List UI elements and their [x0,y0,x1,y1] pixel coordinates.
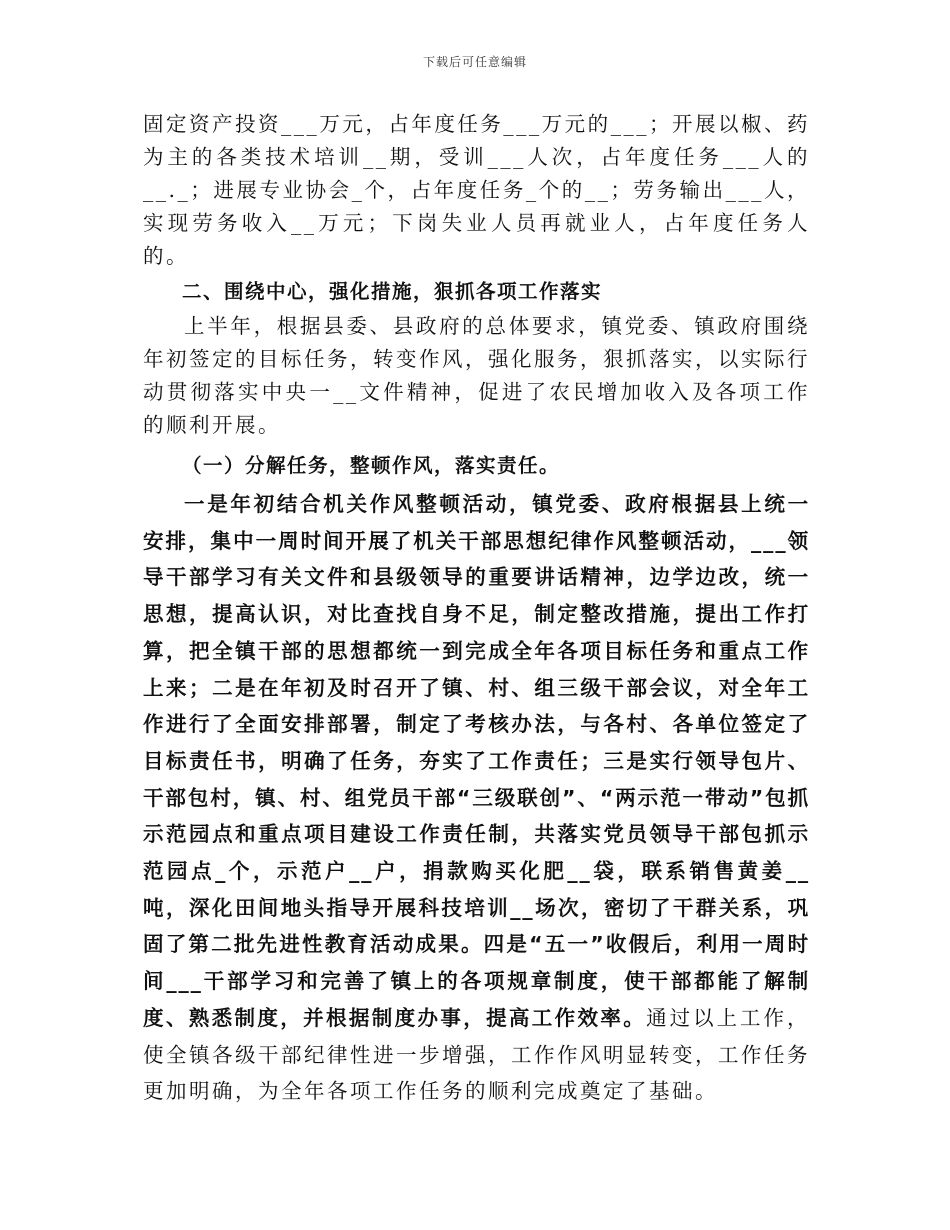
section-heading-2: 二、围绕中心，强化措施，狠抓各项工作落实 [182,280,603,303]
paragraph-measures [143,486,810,1110]
subsection-heading-1: （一）分解任务，整顿作风，落实责任。 [182,454,561,477]
document-body [143,108,810,1110]
measures-bold-text: 一是年初结合机关作风整顿活动，镇党委、政府根据县上统一安排，集中一周时间开展了机关干部思想纪律作风整顿活动，___领导干部学习有关文件和县级领导的重要讲话精神，边学边改，统一思想，提高认识，对比查找自身不足，制定整改措施，提出工作打算，把全镇干部的思想都统一到完成全年各项目标任务和重点工作上来；二是在年初及时召开了镇、村、组三级干部会议，对全年工作进行了全面安排部署，制定了考核办法，与各村、各单位签定了目标责任书，明确了任务，夯实了工作责任；三是实行领导包片、干部包村，镇、村、组党员干部“三级联创”、“两示范一带动”包抓示范园点和重点项目建设工作责任制，共落实党员领导干部包抓示范园点_个，示范户__户，捐款购买化肥__袋，联系销售黄姜__吨，深化田间地头指导开展科技培训__场次，密切了干群关系，巩固了第二批先进性教育活动成果。四是“五一”收假后，利用一周时间___干部学习和完善了镇上的各项规章制度，使干部都能了解制度、熟悉制度，并根据制度办事，提高工作效率。 [143,492,810,1030]
measures-conclusion-text: 通过以上工作，使全镇各级干部纪律性进一步增强，工作作风明显转变，工作任务更加明确，为全年各项工作任务的顺利完成奠定了基础。 [143,1005,810,1104]
paragraph-statistics: 固定资产投资___万元，占年度任务___万元的___；开展以椒、药为主的各类技术培训__期，受训___人次，占年度任务___人的__._；进展专业协会_个，占年度任务_个的__；劳务输出___人，实现劳务收入__万元；下岗失业人员再就业人，占年度任务人的。 [143,112,810,268]
paragraph-half-year-summary: 上半年，根据县委、县政府的总体要求，镇党委、镇政府围绕年初签定的目标任务，转变作风，强化服务，狠抓落实，以实际行动贯彻落实中央一__文件精神，促进了农民增加收入及各项工作的顺利开展。 [143,314,810,437]
page-header: 下载后可任意编辑 [422,55,527,69]
